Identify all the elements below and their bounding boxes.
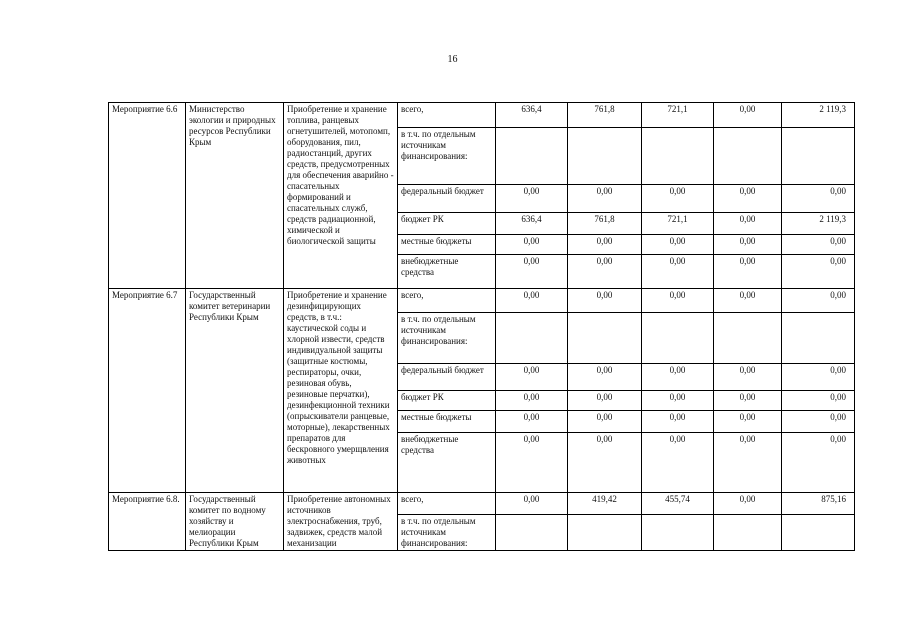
value-cell: 2 119,3 <box>782 103 855 128</box>
value-cell: 0,00 <box>714 103 782 128</box>
value-cell: 0,00 <box>714 391 782 411</box>
funding-source-label: местные бюджеты <box>398 411 496 433</box>
value-cell: 0,00 <box>496 391 568 411</box>
value-cell: 0,00 <box>782 185 855 213</box>
value-cell <box>642 128 714 185</box>
value-cell: 0,00 <box>782 433 855 493</box>
funding-source-label: всего, <box>398 103 496 128</box>
value-cell: 0,00 <box>568 289 642 313</box>
funding-source-label: в т.ч. по отдельным источникам финансирования: <box>398 515 496 551</box>
value-cell: 0,00 <box>496 364 568 391</box>
funding-source-label: всего, <box>398 493 496 515</box>
value-cell <box>642 313 714 364</box>
value-cell: 0,00 <box>714 364 782 391</box>
value-cell <box>782 128 855 185</box>
value-cell <box>782 515 855 551</box>
funding-source-label: федеральный бюджет <box>398 185 496 213</box>
value-cell <box>568 313 642 364</box>
value-cell: 636,4 <box>496 103 568 128</box>
value-cell: 0,00 <box>496 235 568 255</box>
executor-cell: Министерство экологии и природных ресурсов Республики Крым <box>186 103 284 289</box>
value-cell: 0,00 <box>496 493 568 515</box>
value-cell: 0,00 <box>714 185 782 213</box>
value-cell: 0,00 <box>642 433 714 493</box>
value-cell: 0,00 <box>496 411 568 433</box>
value-cell <box>642 515 714 551</box>
executor-cell: Государственный комитет по водному хозяйству и мелиорации Республики Крым <box>186 493 284 551</box>
value-cell: 0,00 <box>782 411 855 433</box>
value-cell: 875,16 <box>782 493 855 515</box>
value-cell: 0,00 <box>496 433 568 493</box>
value-cell: 0,00 <box>496 185 568 213</box>
value-cell <box>714 515 782 551</box>
value-cell: 0,00 <box>782 364 855 391</box>
value-cell: 721,1 <box>642 213 714 235</box>
description-cell: Приобретение и хранение топлива, ранцевых огнетушителей, мотопомп, оборудования, пил, радиостанций, других средств, предусмотренных для обеспечения аварийно - спасательных формирований и спасательных служб, средств радиационной, химической и биологической защиты <box>284 103 398 289</box>
table-row <box>109 493 855 515</box>
value-cell: 0,00 <box>642 391 714 411</box>
measure-cell: Мероприятие 6.8. <box>109 493 186 551</box>
value-cell: 0,00 <box>642 289 714 313</box>
budget-table <box>108 102 855 551</box>
value-cell: 0,00 <box>782 289 855 313</box>
value-cell: 2 119,3 <box>782 213 855 235</box>
measure-cell: Мероприятие 6.7 <box>109 289 186 493</box>
funding-source-label: бюджет РК <box>398 391 496 411</box>
value-cell: 0,00 <box>714 433 782 493</box>
value-cell <box>496 515 568 551</box>
value-cell: 0,00 <box>568 364 642 391</box>
value-cell: 0,00 <box>642 235 714 255</box>
value-cell: 0,00 <box>568 433 642 493</box>
value-cell: 0,00 <box>642 255 714 289</box>
funding-source-label: всего, <box>398 289 496 313</box>
measure-cell: Мероприятие 6.6 <box>109 103 186 289</box>
value-cell <box>714 313 782 364</box>
value-cell: 0,00 <box>496 289 568 313</box>
funding-source-label: в т.ч. по отдельным источникам финансирования: <box>398 313 496 364</box>
funding-source-label: в т.ч. по отдельным источникам финансирования: <box>398 128 496 185</box>
value-cell: 455,74 <box>642 493 714 515</box>
value-cell: 0,00 <box>642 411 714 433</box>
value-cell: 0,00 <box>496 255 568 289</box>
page-number: 16 <box>447 54 458 65</box>
value-cell: 636,4 <box>496 213 568 235</box>
value-cell: 0,00 <box>568 185 642 213</box>
value-cell <box>496 128 568 185</box>
value-cell: 0,00 <box>568 411 642 433</box>
value-cell: 0,00 <box>642 364 714 391</box>
table-row <box>109 103 855 128</box>
funding-source-label: федеральный бюджет <box>398 364 496 391</box>
value-cell: 0,00 <box>714 493 782 515</box>
funding-source-label: внебюджетные средства <box>398 433 496 493</box>
funding-source-label: бюджет РК <box>398 213 496 235</box>
value-cell: 0,00 <box>782 391 855 411</box>
value-cell <box>714 128 782 185</box>
value-cell: 0,00 <box>568 235 642 255</box>
value-cell: 0,00 <box>782 235 855 255</box>
funding-source-label: внебюджетные средства <box>398 255 496 289</box>
description-cell: Приобретение и хранение дезинфицирующих средств, в т.ч.: каустической соды и хлорной извести, средств индивидуальной защиты (защитные костюмы, респираторы, очки, резиновая обувь, резиновые перчатки), дезинфекционной техники (опрыскиватели ранцевые, моторные), лекарственных препаратов для бескровного умерщвления животных <box>284 289 398 493</box>
value-cell: 0,00 <box>714 235 782 255</box>
value-cell: 761,8 <box>568 103 642 128</box>
value-cell <box>568 515 642 551</box>
value-cell: 721,1 <box>642 103 714 128</box>
executor-cell: Государственный комитет ветеринарии Республики Крым <box>186 289 284 493</box>
value-cell: 0,00 <box>568 255 642 289</box>
value-cell: 0,00 <box>568 391 642 411</box>
value-cell <box>496 313 568 364</box>
value-cell: 0,00 <box>714 213 782 235</box>
value-cell <box>782 313 855 364</box>
value-cell: 0,00 <box>782 255 855 289</box>
value-cell: 0,00 <box>714 255 782 289</box>
value-cell: 0,00 <box>642 185 714 213</box>
value-cell: 419,42 <box>568 493 642 515</box>
funding-source-label: местные бюджеты <box>398 235 496 255</box>
table-row <box>109 289 855 313</box>
value-cell: 761,8 <box>568 213 642 235</box>
value-cell: 0,00 <box>714 289 782 313</box>
description-cell: Приобретение автономных источников электроснабжения, труб, задвижек, средств малой механизации <box>284 493 398 551</box>
value-cell <box>568 128 642 185</box>
value-cell: 0,00 <box>714 411 782 433</box>
